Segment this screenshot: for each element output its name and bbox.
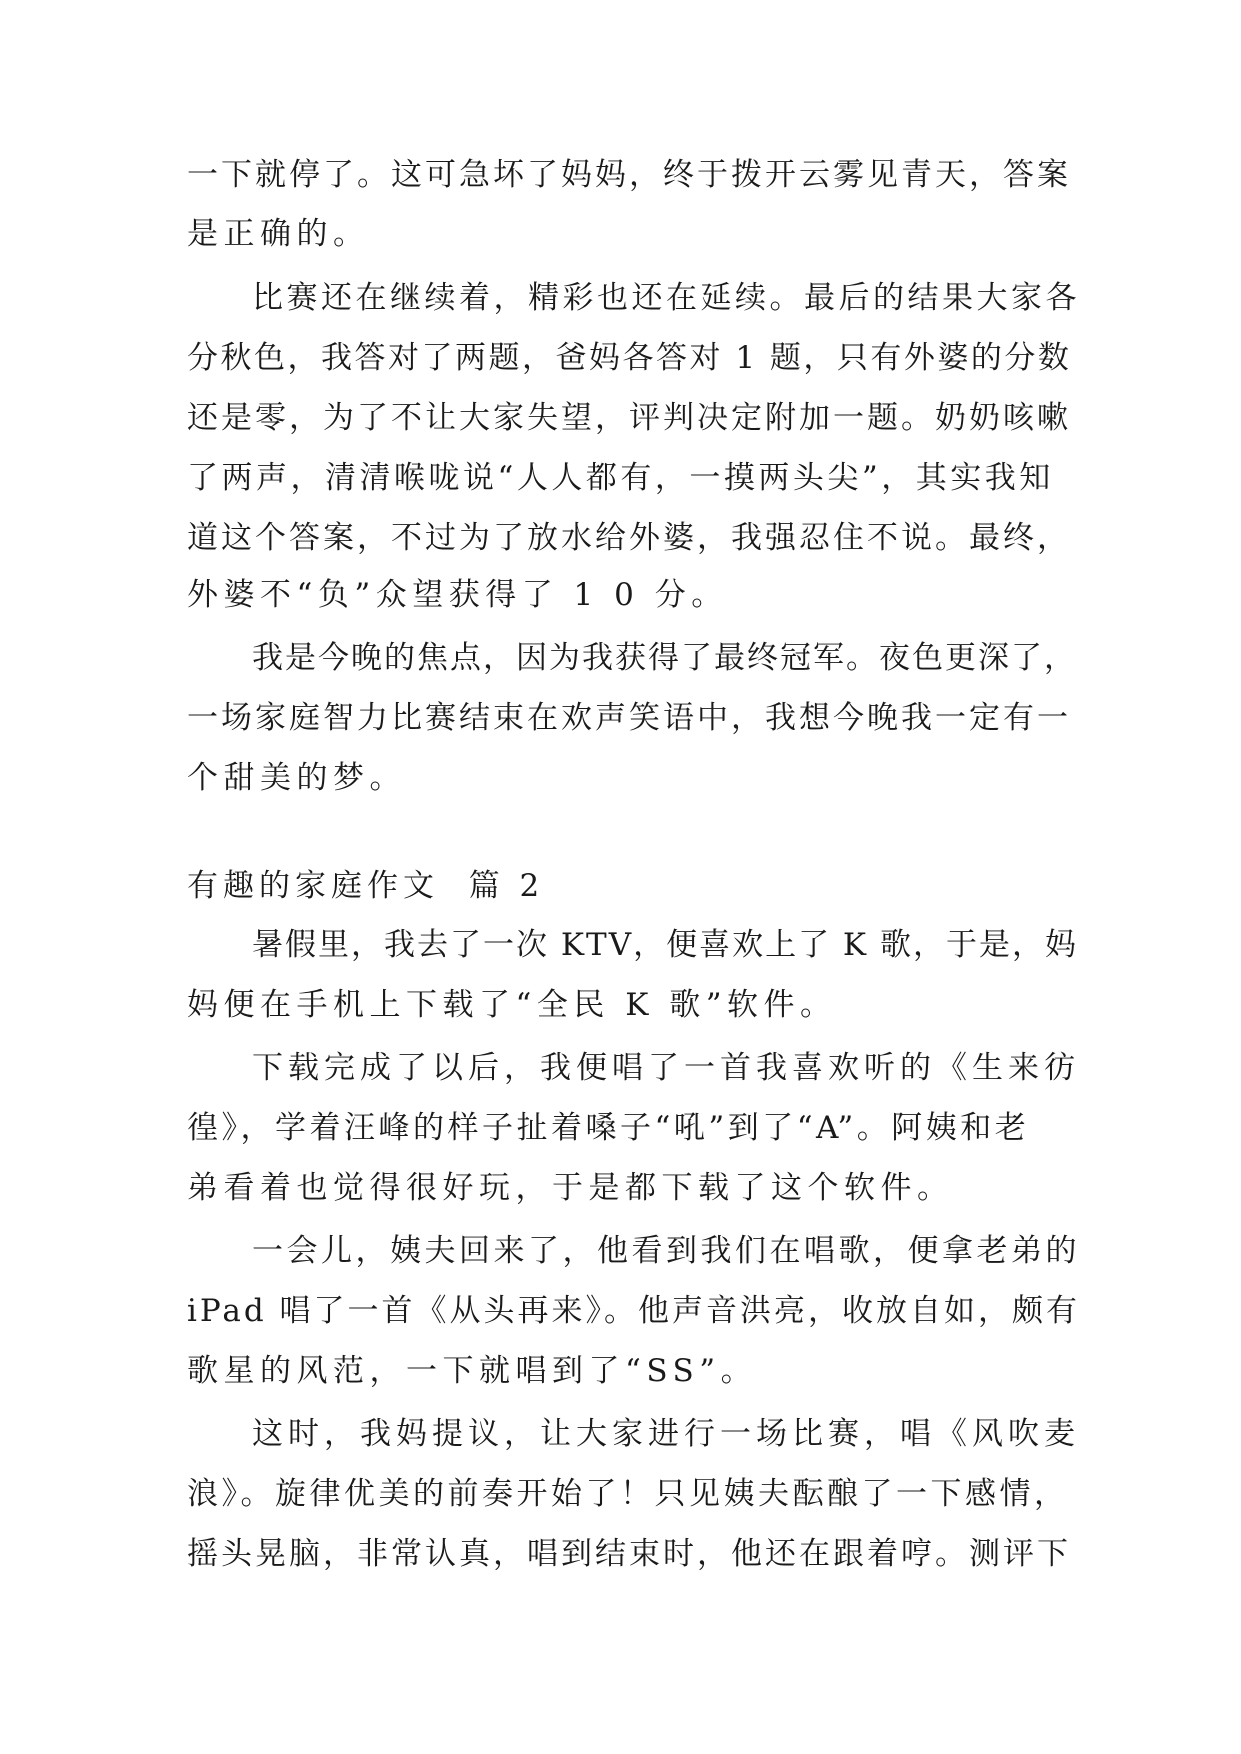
paragraph-line: 还是零，为了不让大家失望，评判决定附加一题。奶奶咳嗽 xyxy=(187,400,1071,436)
paragraph-line: 一会儿，姨夫回来了，他看到我们在唱歌，便拿老弟的 xyxy=(252,1233,1080,1269)
paragraph-line: 个甜美的梦。 xyxy=(187,760,406,796)
paragraph-line: 妈便在手机上下载了“全民 K 歌”软件。 xyxy=(187,987,837,1023)
paragraph-line: 了两声，清清喉咙说“人人都有，一摸两头尖”，其实我知 xyxy=(187,460,1054,496)
paragraph-line: iPad 唱了一首《从头再来》。他声音洪亮，收放自如，颇有 xyxy=(187,1293,1081,1329)
paragraph-line: 摇头晃脑，非常认真，唱到结束时，他还在跟着哼。测评下 xyxy=(187,1536,1071,1572)
paragraph-line: 分秋色，我答对了两题，爸妈各答对 1 题，只有外婆的分数 xyxy=(187,340,1072,376)
paragraph-line: 徨》，学着汪峰的样子扯着嗓子“吼”到了“A”。阿姨和老 xyxy=(187,1110,1030,1146)
paragraph-line: 浪》。旋律优美的前奏开始了！只见姨夫酝酿了一下感情， xyxy=(187,1476,1069,1512)
paragraph-line: 这时，我妈提议，让大家进行一场比赛，唱《风吹麦 xyxy=(252,1416,1080,1452)
paragraph-line: 道这个答案，不过为了放水给外婆，我强忍住不说。最终， xyxy=(187,520,1071,556)
paragraph-line: 歌星的风范，一下就唱到了“SS”。 xyxy=(187,1353,758,1389)
paragraph-line: 下载完成了以后，我便唱了一首我喜欢听的《生来彷 xyxy=(252,1050,1080,1086)
section-heading: 有趣的家庭作文 篇 2 xyxy=(187,868,545,904)
paragraph-line: 暑假里，我去了一次 KTV，便喜欢上了 K 歌，于是，妈 xyxy=(252,927,1078,963)
paragraph-line: 外婆不“负”众望获得了 1 0 分。 xyxy=(187,577,728,613)
paragraph-line: 比赛还在继续着，精彩也还在延续。最后的结果大家各 xyxy=(252,280,1080,316)
paragraph-line: 我是今晚的焦点，因为我获得了最终冠军。夜色更深了， xyxy=(252,640,1077,676)
paragraph-line: 一场家庭智力比赛结束在欢声笑语中，我想今晚我一定有一 xyxy=(187,700,1071,736)
paragraph-line: 弟看着也觉得很好玩，于是都下载了这个软件。 xyxy=(187,1170,954,1206)
paragraph-line: 一下就停了。这可急坏了妈妈，终于拨开云雾见青天，答案 xyxy=(187,157,1071,193)
paragraph-line: 是正确的。 xyxy=(187,216,370,252)
